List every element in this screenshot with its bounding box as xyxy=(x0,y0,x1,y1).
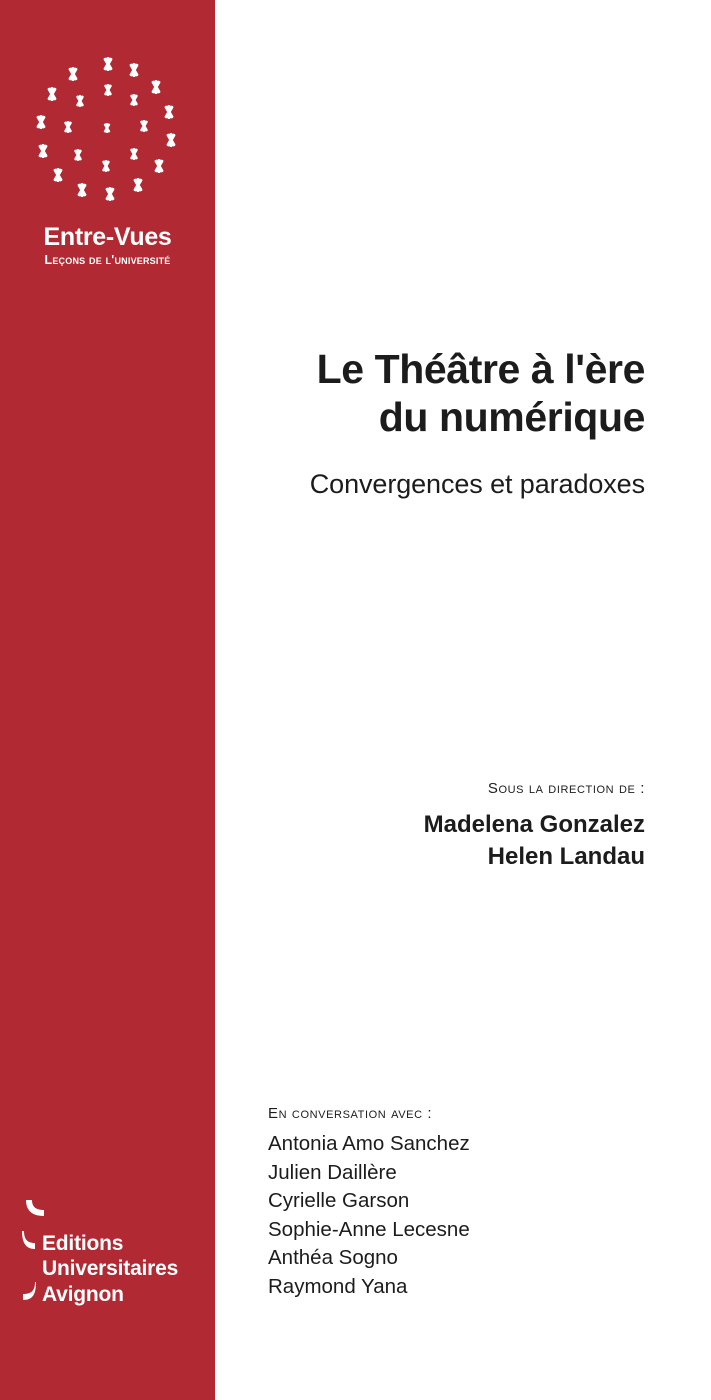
conversation-label: En conversation avec : xyxy=(268,1105,433,1122)
editors-block xyxy=(215,780,711,873)
publisher-logo xyxy=(22,1198,202,1308)
collection-logo xyxy=(0,50,215,267)
list-item: Cyrielle Garson xyxy=(268,1189,410,1213)
crescent-icon-small-2 xyxy=(22,1281,42,1308)
title-block xyxy=(215,345,711,502)
editor-name: Helen Landau xyxy=(487,842,645,870)
editors-label: Sous la direction de : xyxy=(487,780,645,797)
book-title-line-1: Le Théâtre à l'ère xyxy=(316,346,645,392)
crescent-icon-small xyxy=(22,1230,42,1257)
cover-content xyxy=(215,0,711,1400)
publisher-line-1: Editions xyxy=(42,1232,124,1256)
floral-circle-icon xyxy=(28,50,188,210)
list-item: Anthéa Sogno xyxy=(268,1246,398,1270)
collection-name: Entre-Vues xyxy=(43,223,172,251)
list-item: Sophie-Anne Lecesne xyxy=(268,1217,470,1241)
publisher-line-2: Universitaires xyxy=(42,1257,179,1281)
left-color-band xyxy=(0,0,215,1400)
book-subtitle: Convergences et paradoxes xyxy=(309,468,645,499)
book-title xyxy=(215,345,645,442)
collection-subtitle: Leçons de l'université xyxy=(44,253,171,268)
list-item: Antonia Amo Sanchez xyxy=(268,1132,470,1155)
list-item: Julien Daillère xyxy=(268,1160,397,1184)
publisher-line-3: Avignon xyxy=(42,1282,124,1306)
list-item: Raymond Yana xyxy=(268,1274,408,1298)
conversation-block xyxy=(268,1105,668,1304)
book-title-line-2: du numérique xyxy=(378,394,645,441)
editor-name: Madelena Gonzalez xyxy=(423,811,645,838)
crescent-icon xyxy=(22,1198,56,1228)
